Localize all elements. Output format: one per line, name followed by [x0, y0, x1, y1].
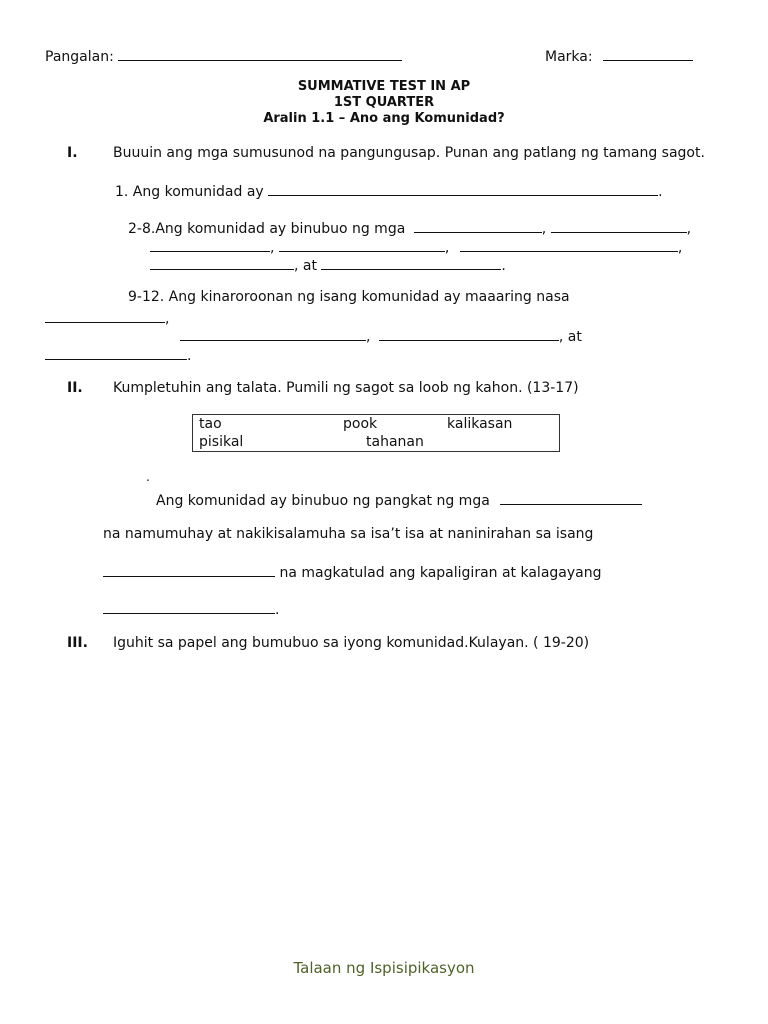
score-row — [545, 46, 693, 65]
name-blank[interactable] — [118, 46, 402, 61]
period: . — [187, 348, 192, 364]
question-3-blank-b[interactable] — [180, 326, 366, 341]
question-3-blank-c[interactable] — [379, 326, 559, 341]
part2-numeral: II. — [67, 380, 83, 396]
comma: , — [686, 221, 692, 237]
paragraph-line-3 — [103, 562, 602, 581]
question-3-blank-d[interactable] — [45, 345, 187, 360]
name-row — [45, 46, 402, 65]
paragraph-blank-3[interactable] — [103, 599, 275, 614]
title-line-2: 1ST QUARTER — [333, 95, 435, 110]
question-2-blank-e[interactable] — [460, 237, 678, 252]
word-bank-item: pook — [343, 416, 378, 432]
and-word: , at — [294, 258, 317, 274]
question-2-blank-d[interactable] — [279, 237, 445, 252]
question-2-blank-c[interactable] — [150, 237, 270, 252]
comma: , — [366, 329, 371, 345]
question-1 — [115, 181, 663, 200]
paragraph-blank-2[interactable] — [103, 562, 275, 577]
paragraph-line-1 — [156, 490, 642, 509]
part2-instruction: Kumpletuhin ang talata. Pumili ng sagot sa loob ng kahon. (13-17) — [113, 380, 579, 396]
part1-numeral: I. — [67, 145, 78, 161]
name-label: Pangalan: — [45, 49, 114, 65]
footer-title: Talaan ng Ispisipikasyon — [293, 959, 475, 977]
word-bank-box — [192, 414, 560, 452]
comma: , — [165, 311, 170, 327]
question-3-line-3 — [180, 326, 582, 345]
word-bank-item: tahanan — [366, 434, 424, 450]
word-bank-item: tao — [199, 416, 222, 432]
title-line-3: Aralin 1.1 – Ano ang Komunidad? — [263, 111, 505, 126]
question-3-line-2 — [45, 308, 169, 327]
question-1-blank[interactable] — [268, 181, 658, 196]
title-line-1: SUMMATIVE TEST IN AP — [297, 79, 471, 94]
comma: , — [270, 240, 275, 256]
question-3-line-4 — [45, 345, 191, 364]
question-2-line-3 — [150, 255, 506, 274]
question-2-text: 2-8.Ang komunidad ay binubuo ng mga — [128, 221, 406, 237]
paragraph-blank-1[interactable] — [500, 490, 642, 505]
period: . — [275, 602, 280, 618]
question-2-blank-a[interactable] — [414, 218, 542, 233]
comma: , — [677, 240, 683, 256]
score-blank[interactable] — [603, 46, 693, 61]
word-bank-item: kalikasan — [447, 416, 513, 432]
comma: , — [541, 221, 547, 237]
period: . — [501, 258, 506, 274]
comma: , — [444, 240, 450, 256]
question-1-end: . — [658, 184, 663, 200]
score-label: Marka: — [545, 49, 593, 65]
paragraph-text-3: na magkatulad ang kapaligiran at kalagayang — [279, 565, 602, 581]
question-2-line-1 — [128, 218, 691, 237]
question-2-line-2 — [150, 237, 682, 256]
paragraph-text-1: Ang komunidad ay binubuo ng pangkat ng mga — [156, 493, 490, 509]
stray-dot: . — [146, 470, 150, 484]
part3-numeral: III. — [67, 635, 88, 651]
word-bank-item: pisikal — [199, 434, 244, 450]
part1-instruction: Buuuin ang mga sumusunod na pangungusap. Punan ang patlang ng tamang sagot. — [113, 145, 705, 161]
question-1-text: 1. Ang komunidad ay — [115, 184, 264, 200]
question-3-text: 9-12. Ang kinaroroonan ng isang komunidad ay maaaring nasa — [128, 289, 570, 305]
paragraph-line-2: na namumuhay at nakikisalamuha sa isa’t isa at naninirahan sa isang — [103, 526, 594, 542]
question-2-blank-g[interactable] — [321, 255, 501, 270]
and-word: , at — [558, 329, 582, 345]
part3-instruction: Iguhit sa papel ang bumubuo sa iyong komunidad.Kulayan. ( 19-20) — [113, 635, 590, 651]
paragraph-line-4 — [103, 599, 279, 618]
question-2-blank-b[interactable] — [551, 218, 687, 233]
question-3-blank-a[interactable] — [45, 308, 165, 323]
question-2-blank-f[interactable] — [150, 255, 294, 270]
